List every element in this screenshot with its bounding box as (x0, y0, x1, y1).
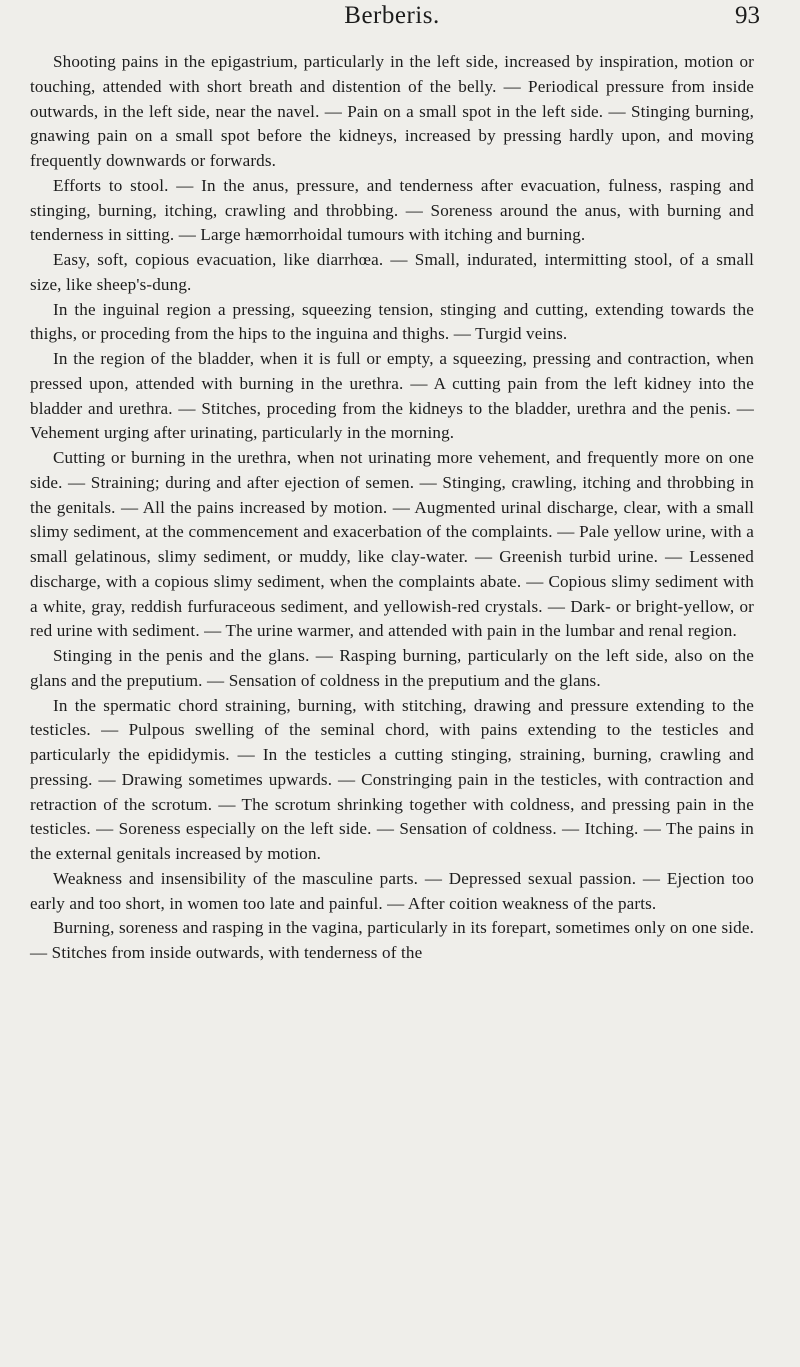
paragraph: Stinging in the penis and the glans. — Rasping burning, particularly on the left side, also on the glans and the preputium. — Sensation of coldness in the preputium and the glans. (30, 646, 754, 690)
page-title: Berberis. (344, 2, 440, 29)
paragraph: Efforts to stool. — In the anus, pressure, and tenderness after evacuation, fulness, rasping and stinging, burning, itching, crawling and throbbing. — Soreness around the anus, with burning and tenderness in sitting. — Large hæmorrhoidal tumours with itching and burning. (30, 175, 754, 245)
body-text (30, 50, 754, 966)
paragraph: In the inguinal region a pressing, squeezing tension, stinging and cutting, extending towards the thighs, or proceding from the hips to the inguina and thighs. — Turgid veins. (30, 299, 754, 344)
paragraph: Burning, soreness and rasping in the vagina, particularly in its forepart, sometimes only on one side. — Stitches from inside outwards, with tenderness of the (30, 918, 754, 962)
paragraph: In the region of the bladder, when it is full or empty, a squeezing, pressing and contraction, when pressed upon, attended with burning in the urethra. — A cutting pain from the left kidney into the bladder and urethra. — Stitches, proceding from the kidneys to the bladder, urethra and the penis. — Vehement urging after urinating, particularly in the morning. (30, 349, 754, 443)
running-header (30, 0, 760, 50)
paragraph: Cutting or burning in the urethra, when not urinating more vehement, and frequently more on one side. — Straining; during and after ejection of semen. — Stinging, crawling, itching and throbbing in the genitals. — All the pains increased by motion. — Augmented urinal discharge, clear, with a small slimy sediment, at the commencement and exacerbation of the complaints. — Pale yellow urine, with a small gelatinous, slimy sediment, or muddy, like clay-water. — Greenish turbid urine. — Lessened discharge, with a copious slimy sediment, when the complaints abate. — Copious slimy sediment with a white, gray, reddish furfuraceous sediment, and yellowish-red crystals. — Dark- or bright-yellow, or red urine with sediment. — The urine warmer, and attended with pain in the lumbar and renal region. (30, 448, 754, 641)
paragraph: Easy, soft, copious evacuation, like diarrhœa. — Small, indurated, intermitting stool, of a small size, like sheep's-dung. (30, 250, 754, 294)
paragraph: Shooting pains in the epigastrium, particularly in the left side, increased by inspiration, motion or touching, attended with short breath and distention of the belly. — Periodical pressure from inside outwards, in the left side, near the navel. — Pain on a small spot in the left side. — Stinging burning, gnawing pain on a small spot before the kidneys, increased by pressing hardly upon, and moving frequently downwards or forwards. (30, 52, 754, 170)
page-number: 93 (735, 2, 760, 29)
paragraph: In the spermatic chord straining, burning, with stitching, drawing and pressure extending to the testicles. — Pulpous swelling of the seminal chord, with pains extending to the testicles and particularly the epididymis. — In the testicles a cutting stinging, straining, burning, crawling and pressing. — Drawing sometimes upwards. — Constringing pain in the testicles, with contraction and retraction of the scrotum. — The scrotum shrinking together with coldness, and pressing pain in the testicles. — Soreness especially on the left side. — Sensation of coldness. — Itching. — The pains in the external genitals increased by motion. (30, 695, 754, 863)
paragraph: Weakness and insensibility of the masculine parts. — Depressed sexual passion. — Ejection too early and too short, in women too late and painful. — After coition weakness of the parts. (30, 868, 754, 913)
